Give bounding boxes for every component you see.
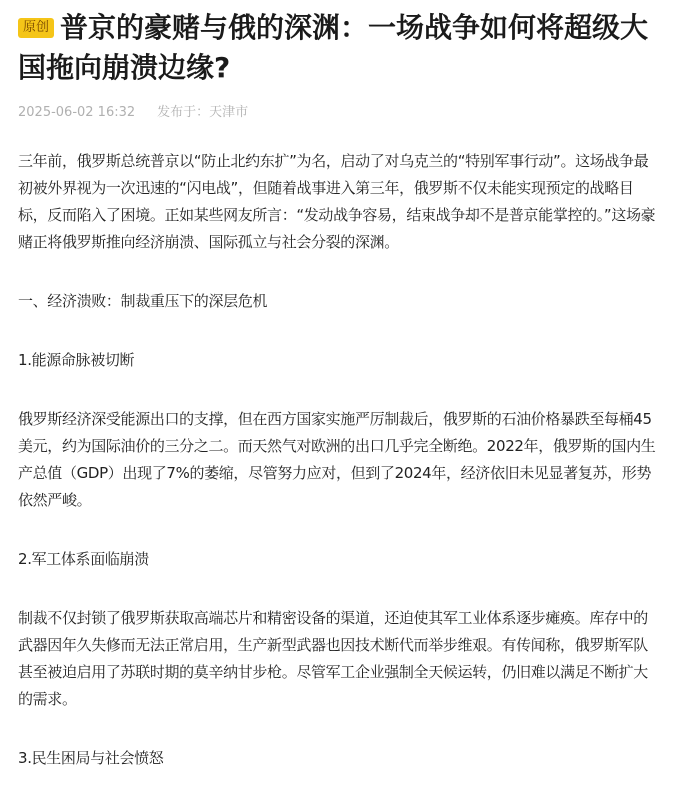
original-badge: 原创 (18, 18, 54, 38)
article-title-text: 普京的豪赌与俄的深渊：一场战争如何将超级大国拖向崩溃边缘? (18, 11, 649, 84)
publish-date: 2025-06-02 16:32 (18, 105, 136, 120)
subheading-livelihood: 3.民生困局与社会愤怒 (18, 749, 164, 767)
paragraph-energy: 俄罗斯经济深受能源出口的支撑，但在西方国家实施严厉制裁后，俄罗斯的石油价格暴跌至每桶45美元，约为国际油价的三分之二。而天然气对欧洲的出口几乎完全断绝。2022年，俄罗斯的国内生产总值（GDP）出现了7%的萎缩，尽管努力应对，但到了2024年，经济依旧未见显著复苏，形势依然严峻。 (18, 410, 656, 509)
article-title (18, 8, 661, 88)
article-meta (18, 104, 661, 122)
article-body (18, 148, 661, 772)
subheading-military-industry: 2.军工体系面临崩溃 (18, 550, 149, 568)
section-heading-economy: 一、经济溃败：制裁重压下的深层危机 (18, 292, 268, 310)
paragraph-intro: 三年前，俄罗斯总统普京以“防止北约东扩”为名，启动了对乌克兰的“特别军事行动”。这场战争最初被外界视为一次迅速的“闪电战”，但随着战事进入第三年，俄罗斯不仅未能实现预定的战略目标，反而陷入了困境。正如某些网友所言：“发动战争容易，结束战争却不是普京能掌控的。”这场豪赌正将俄罗斯推向经济崩溃、国际孤立与社会分裂的深渊。 (18, 152, 656, 251)
publish-location: 发布于：天津市 (157, 105, 249, 120)
subheading-energy: 1.能源命脉被切断 (18, 351, 135, 369)
paragraph-military-industry: 制裁不仅封锁了俄罗斯获取高端芯片和精密设备的渠道，还迫使其军工业体系逐步瘫痪。库存中的武器因年久失修而无法正常启用，生产新型武器也因技术断代而举步维艰。有传闻称，俄罗斯军队甚至被迫启用了苏联时期的莫辛纳甘步枪。尽管军工企业强制全天候运转，仍旧难以满足不断扩大的需求。 (18, 609, 648, 708)
